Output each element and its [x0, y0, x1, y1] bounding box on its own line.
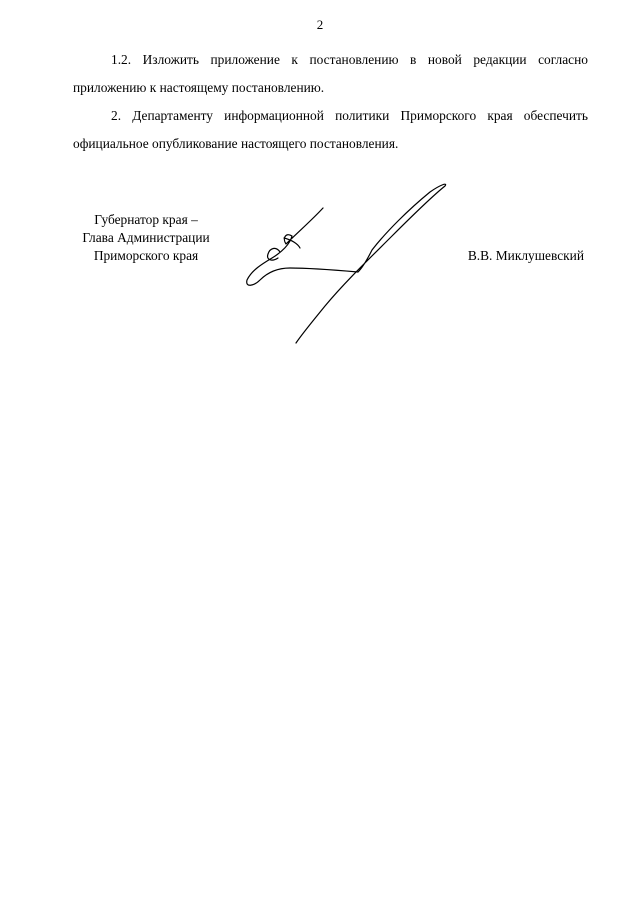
handwritten-signature-icon: [240, 175, 460, 350]
position-line-1: Губернатор края –: [94, 212, 198, 227]
position-line-2: Глава Администрации: [82, 230, 210, 245]
paragraph-2: 2. Департаменту информационной политики Приморского края обеспечить официальное опубликование настоящего постановления.: [73, 108, 588, 151]
paragraph-1-2: 1.2. Изложить приложение к постановлению в новой редакции согласно приложению к настоящему постановлению.: [73, 52, 588, 95]
page-number: 2: [316, 17, 324, 32]
signatory-position: [64, 211, 228, 265]
position-line-3: Приморского края: [93, 248, 199, 263]
signatory-name: В.В. Миклушевский: [467, 248, 584, 263]
